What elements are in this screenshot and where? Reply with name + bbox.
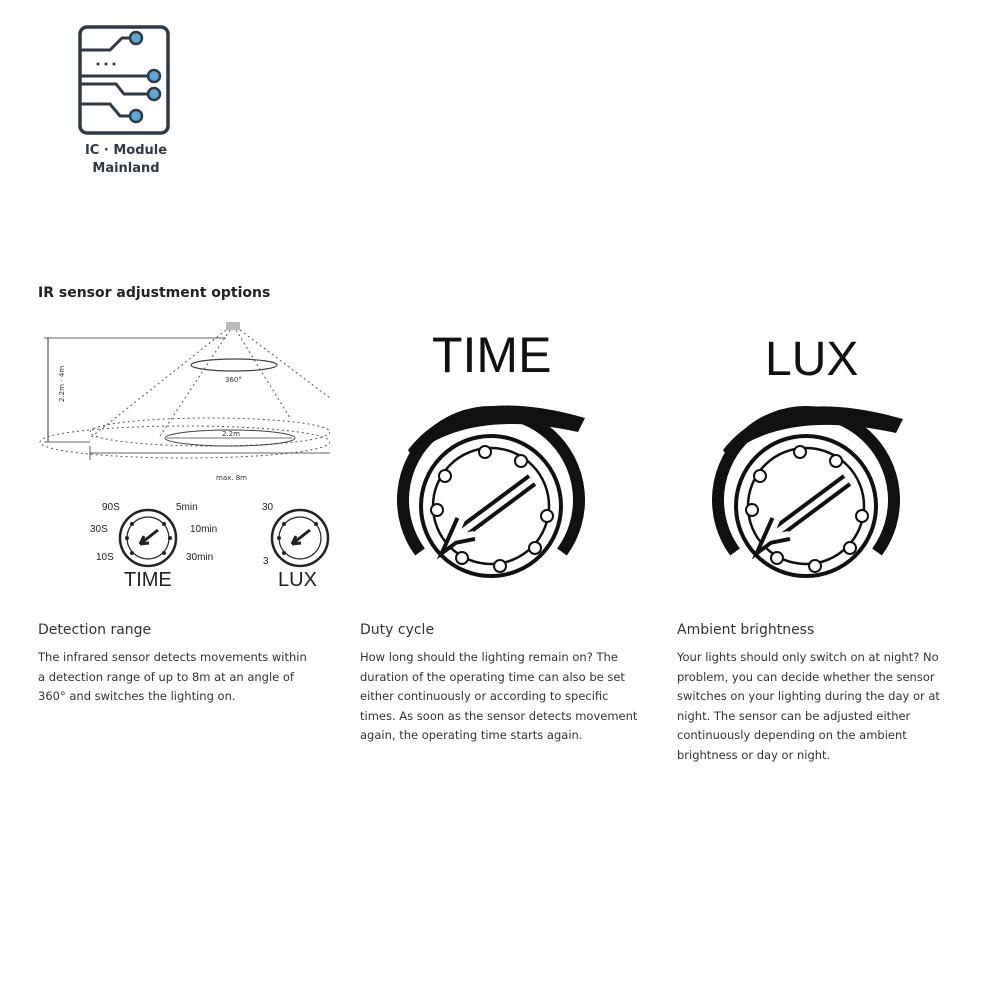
text-line: duration of the operating time can also be set [360, 669, 625, 684]
text-line: a detection range of up to 8m at an angle of [38, 669, 294, 684]
logo-line-1: IC · Module [84, 143, 168, 158]
sensor-head-icon [226, 322, 240, 330]
lux-knob-small [272, 510, 328, 566]
text-line: How long should the lighting remain on? The [360, 650, 618, 664]
text-line: 360° and switches the lighting on. [38, 689, 236, 703]
section-heading: IR sensor adjustment options [38, 285, 271, 301]
circuit-board-icon [76, 24, 174, 136]
time-knob-label-90s: 90S [102, 502, 120, 513]
time-knob-label-30min: 30min [186, 552, 214, 563]
lux-dial [705, 325, 915, 590]
lux-knob-caption: LUX [278, 569, 317, 591]
text-line: problem, you can decide whether the sensor [677, 669, 935, 684]
text-line: brightness or day or night. [677, 747, 831, 762]
detection-range-text [38, 648, 328, 707]
text-line: night. The sensor can be adjusted either [677, 708, 911, 723]
ambient-brightness-title: Ambient brightness [677, 622, 815, 638]
time-knob-caption: TIME [124, 569, 172, 591]
logo-line-2: Mainland [92, 161, 160, 176]
time-dial-caption: TIME [432, 327, 552, 383]
time-knob-label-10min: 10min [190, 524, 218, 535]
text-line: Your lights should only switch on at night? No [677, 650, 939, 664]
ambient-brightness-text [677, 648, 967, 765]
time-knob-small [120, 510, 176, 566]
time-knob-label-30s: 30S [90, 524, 108, 535]
text-line: switches on your lighting during the day or at [677, 689, 940, 703]
text-line: continuously depending on the ambient [677, 728, 907, 742]
detection-range-diagram [30, 318, 330, 598]
lux-knob-label-3: 3 [263, 556, 269, 567]
time-dial [390, 320, 600, 590]
text-line: The infrared sensor detects movements within [38, 650, 307, 664]
text-line: again, the operating time starts again. [360, 728, 583, 742]
time-knob-label-5min: 5min [176, 502, 198, 513]
angle-label: 360° [225, 376, 242, 384]
radius-label: 2.2m [222, 430, 240, 438]
text-line: either continuously or according to specific [360, 689, 609, 703]
duty-cycle-title: Duty cycle [360, 622, 435, 638]
detection-range-title: Detection range [38, 622, 152, 638]
duty-cycle-text [360, 648, 655, 746]
lux-dial-caption: LUX [765, 333, 859, 386]
time-knob-label-10s: 10S [96, 552, 114, 563]
max-range-label: max. 8m [216, 474, 247, 482]
height-label: 2.2m - 4m [58, 365, 66, 402]
lux-knob-label-30: 30 [262, 502, 274, 513]
text-line: times. As soon as the sensor detects movement [360, 708, 638, 723]
brand-logo [76, 24, 174, 184]
